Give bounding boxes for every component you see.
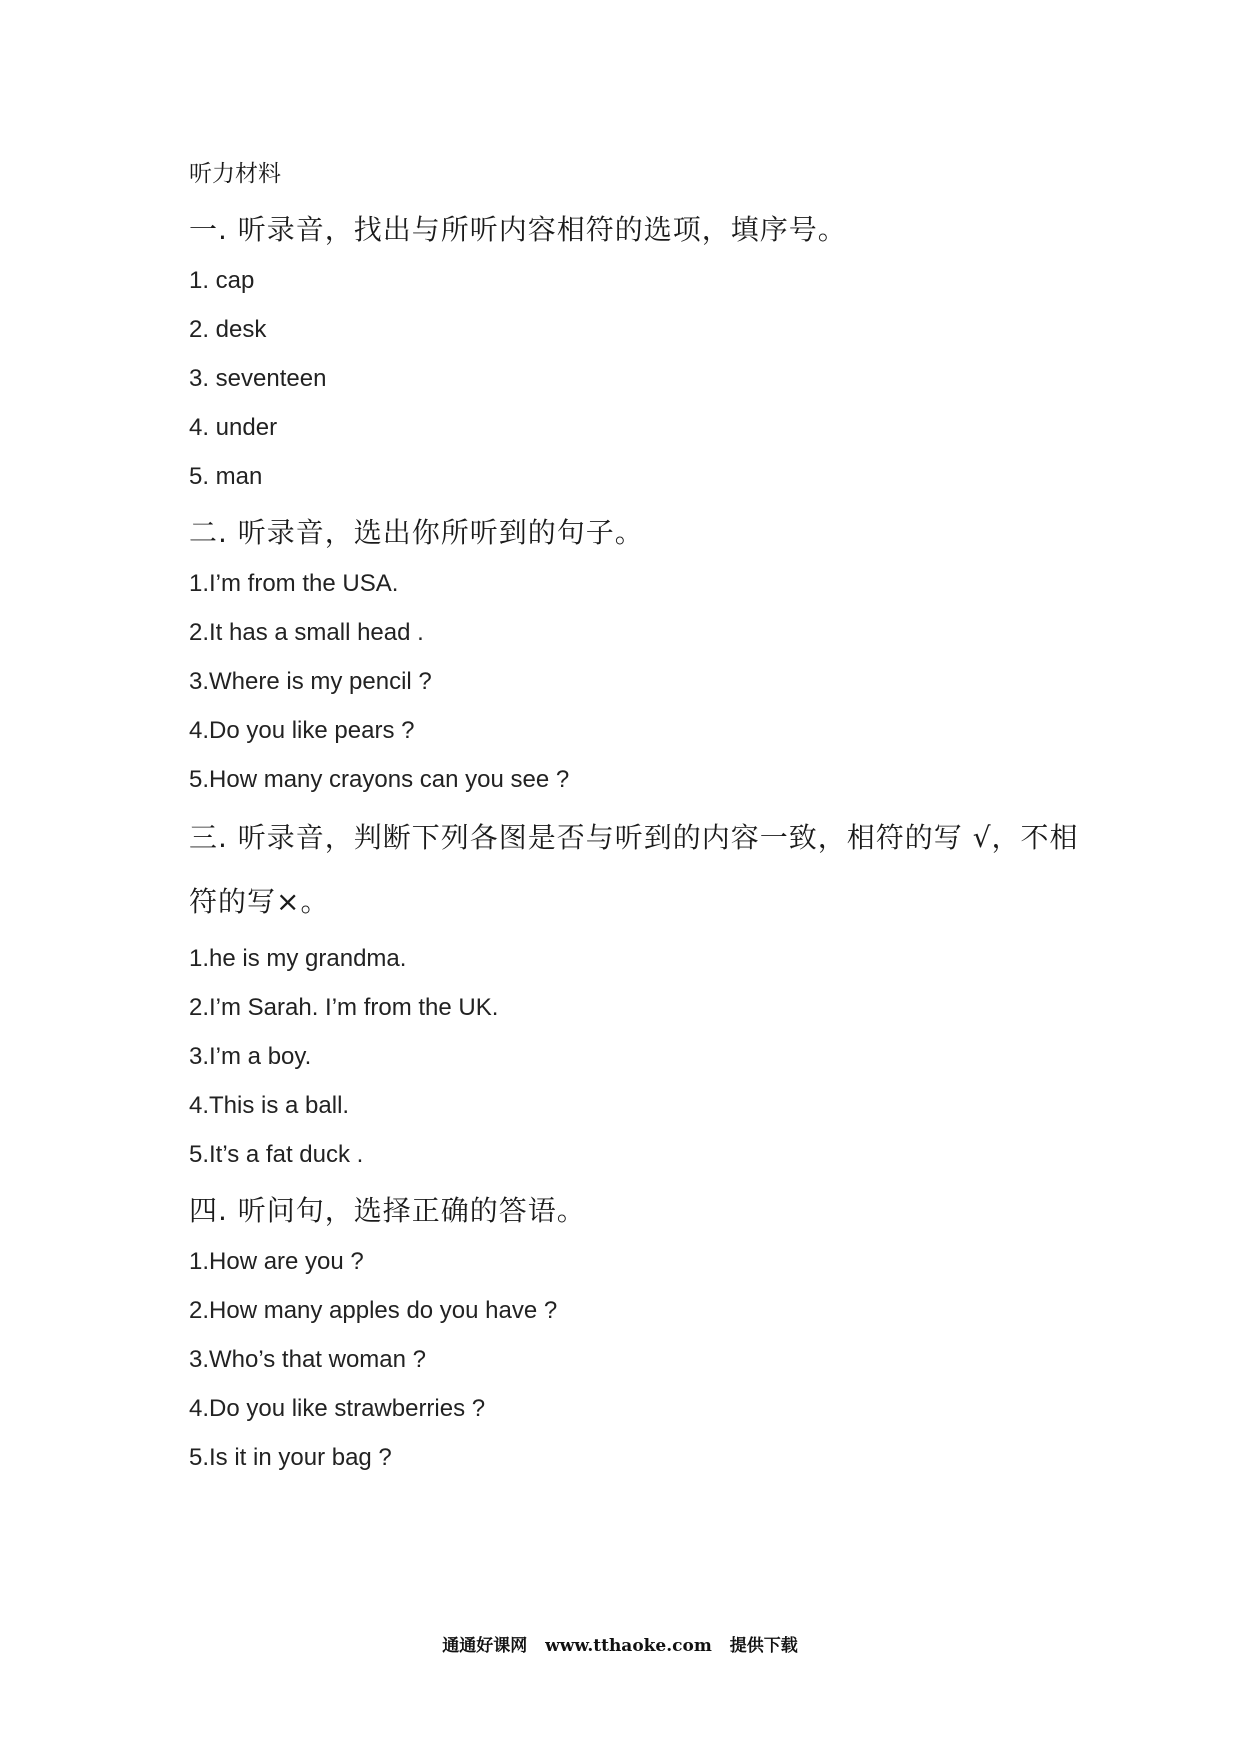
footer-url: www.tthaoke.com (545, 1636, 712, 1656)
footer-suffix: 提供下载 (729, 1636, 798, 1656)
list-item: 5.Is it in your bag ? (189, 1444, 392, 1471)
document-content (189, 158, 1089, 1494)
list-item: 2.It has a small head . (189, 619, 424, 646)
list-item: 2. desk (189, 316, 267, 343)
list-item: 4.Do you like strawberries ? (189, 1395, 486, 1422)
page-title: 听力材料 (189, 161, 281, 187)
list-item: 5.How many crayons can you see ? (189, 766, 570, 793)
list-item: 4. under (189, 414, 278, 441)
list-item: 5.It’s a fat duck . (189, 1141, 364, 1168)
section-1-list (189, 256, 1089, 501)
footer-site-name: 通通好课网 (442, 1636, 528, 1656)
list-item: 4.Do you like pears ? (189, 717, 415, 744)
list-item: 1.How are you ? (189, 1248, 364, 1275)
list-item: 5. man (189, 463, 263, 490)
section-4-list (189, 1237, 1089, 1482)
page-footer (0, 1634, 1240, 1658)
list-item: 3.Where is my pencil ? (189, 668, 432, 695)
section-1-heading: 一. 听录音，找出与所听内容相符的选项，填序号。 (189, 213, 847, 246)
list-item: 4.This is a ball. (189, 1092, 350, 1119)
list-item: 2.How many apples do you have ? (189, 1297, 558, 1324)
section-2-heading: 二. 听录音，选出你所听到的句子。 (189, 516, 644, 549)
list-item: 1.I’m from the USA. (189, 570, 399, 597)
section-3-heading: 三. 听录音，判断下列各图是否与听到的内容一致，相符的写 √，不相符的写×。 (189, 821, 1079, 918)
list-item: 3. seventeen (189, 365, 327, 392)
list-item: 1. cap (189, 267, 255, 294)
section-4-heading: 四. 听问句，选择正确的答语。 (189, 1194, 586, 1227)
list-item: 3.Who’s that woman ? (189, 1346, 427, 1373)
list-item: 1.he is my grandma. (189, 945, 407, 972)
section-3-list (189, 934, 1089, 1179)
section-2-list (189, 559, 1089, 804)
list-item: 2.I’m Sarah. I’m from the UK. (189, 994, 499, 1021)
list-item: 3.I’m a boy. (189, 1043, 312, 1070)
